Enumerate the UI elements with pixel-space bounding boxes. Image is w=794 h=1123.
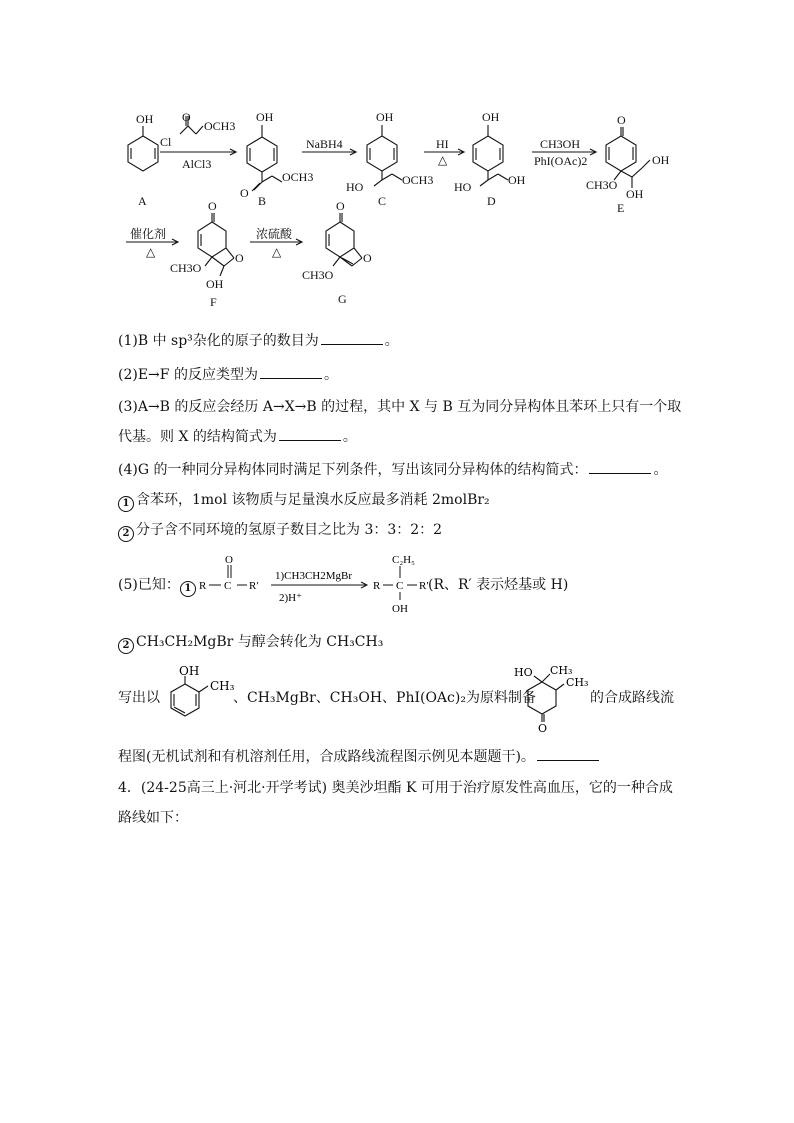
q5-task-suffix: 的合成路线流	[590, 690, 674, 706]
reagent-nabh4: NaBH4	[306, 137, 343, 151]
d-oh2-label: OH	[508, 173, 526, 187]
e-oh-label: OH	[652, 153, 670, 167]
circled-number-1: 1	[118, 496, 134, 512]
question-1	[118, 330, 399, 351]
q4-text: (4)G 的一种同分异构体同时满足下列条件，写出该同分异构体的结构简式：	[118, 462, 588, 478]
acid-workup: 2)H⁺	[279, 592, 302, 604]
compound-label-f: F	[210, 295, 217, 309]
compound-c-structure	[367, 125, 402, 186]
starting-material-structure	[160, 664, 240, 724]
e-oh2-label: OH	[626, 187, 644, 201]
problem-4-line-1: 4．(24-25高三上·河北·开学考试) 奥美沙坦酯 K 可用于治疗原发性高血压，它的一种合成	[118, 780, 673, 796]
compound-g-structure	[326, 213, 362, 266]
synthesis-scheme	[0, 0, 794, 320]
target-molecule-structure	[512, 662, 592, 734]
reagent-h2so4: 浓硫酸	[256, 227, 293, 241]
r-label: R	[199, 580, 207, 592]
d-oh-label: OH	[482, 110, 500, 124]
sm-ch3-label: CH₃	[210, 679, 235, 693]
g-o-label: O	[336, 199, 345, 213]
q5-label	[118, 575, 198, 597]
q3-text: 代基。则 X 的结构简式为	[118, 429, 277, 445]
q4-condition-2	[118, 520, 442, 542]
g-ring-o-label: O	[363, 251, 372, 265]
q1-answer-blank[interactable]	[321, 330, 383, 345]
q3-end: 。	[342, 429, 357, 445]
q5-answer-blank[interactable]	[537, 746, 599, 761]
question-3-line-2	[118, 426, 357, 447]
compound-label-c: C	[378, 194, 387, 208]
compound-label-d: D	[487, 194, 496, 208]
b-o-label: O	[240, 186, 249, 200]
c-label-2: C	[396, 580, 404, 592]
q3-answer-blank[interactable]	[279, 426, 341, 441]
q5-cond2-text: CH₃CH₂MgBr 与醇会转化为 CH₃CH₃	[136, 634, 384, 650]
reagent-hi: HI	[436, 137, 449, 151]
compound-label-a: A	[138, 194, 147, 208]
c-och3-label: OCH3	[402, 173, 434, 187]
q5-task-line-2	[118, 746, 601, 767]
q4-condition-1	[118, 490, 490, 512]
reagent-och3: OCH3	[204, 119, 236, 133]
question-4	[118, 459, 667, 480]
q2-text: (2)E→F 的反应类型为	[118, 367, 258, 383]
a-oh-label: OH	[136, 112, 154, 126]
c-label: C	[224, 580, 232, 592]
compound-label-g: G	[338, 292, 347, 306]
q1-end: 。	[384, 333, 399, 349]
reagent-heat-cd: △	[438, 153, 448, 167]
f-oh-label: OH	[206, 277, 224, 291]
reagent-catalyst: 催化剂	[130, 227, 167, 241]
question-2	[118, 364, 338, 385]
f-ring-o-label: O	[235, 251, 244, 265]
e-o-label: O	[617, 113, 626, 127]
tgt-ch3-label-2: CH₃	[566, 676, 589, 689]
compound-label-b: B	[258, 194, 267, 208]
q4-cond1-text: 含苯环，1mol 该物质与足量溴水反应最多消耗 2molBr₂	[136, 492, 490, 508]
g-ch3o-label: CH3O	[302, 268, 334, 282]
c-oh-label: OH	[376, 110, 394, 124]
reagent-o: O	[182, 110, 191, 124]
reagent-alcl3: AlCl3	[182, 157, 212, 171]
r-prime-label-2: R′	[419, 580, 429, 592]
q2-end: 。	[323, 367, 338, 383]
product-oh-label: OH	[392, 603, 408, 615]
q4-answer-blank[interactable]	[589, 459, 651, 474]
compound-f-structure	[198, 213, 234, 276]
c-ho-label: HO	[346, 180, 364, 194]
circled-number-2b: 2	[118, 638, 134, 654]
b-och3-label: OCH3	[282, 170, 314, 184]
circled-number-2: 2	[118, 526, 134, 542]
ethyl-label: C₂H₅	[392, 554, 415, 566]
circled-number-1b: 1	[180, 581, 196, 597]
compound-a-structure	[128, 126, 158, 171]
compound-label-e: E	[617, 201, 625, 215]
compound-d-structure	[473, 125, 508, 186]
q1-text: (1)B 中 sp³杂化的原子的数目为	[118, 333, 319, 349]
reagent-phioac2: PhI(OAc)2	[534, 154, 588, 168]
q5-task-prefix: 写出以	[118, 690, 160, 706]
reagent-heat-fg: △	[272, 245, 282, 259]
tgt-ch3-label: CH₃	[550, 664, 573, 677]
reagent-heat-ef: △	[146, 245, 156, 259]
grignard-reagent: 1)CH3CH2MgBr	[275, 570, 353, 582]
problem-4-line-2: 路线如下：	[118, 810, 188, 826]
q2-answer-blank[interactable]	[260, 364, 322, 379]
carbonyl-o-label: O	[225, 554, 233, 566]
r-label-2: R	[373, 580, 381, 592]
q5-label-text: (5)已知：	[118, 577, 180, 593]
reagent-ch3oh: CH3OH	[540, 137, 581, 151]
compound-b-structure	[247, 125, 282, 191]
q5-condition-2	[118, 632, 383, 654]
f-o-label: O	[208, 199, 217, 213]
e-ch3o-label: CH3O	[586, 178, 618, 192]
tgt-ho-label: HO	[514, 666, 533, 679]
q4-end: 。	[653, 462, 668, 478]
f-ch3o-label: CH3O	[170, 261, 202, 275]
q5-note: (R、R′ 表示烃基或 H)	[428, 577, 569, 593]
question-3-line-1: (3)A→B 的反应会经历 A→X→B 的过程，其中 X 与 B 互为同分异构体且苯环上只有一个取	[118, 399, 682, 415]
q4-cond2-text: 分子含不同环境的氢原子数目之比为 3：3：2：2	[136, 522, 443, 538]
b-oh-label: OH	[256, 110, 274, 124]
q5-task-middle: 、CH₃MgBr、CH₃OH、PhI(OAc)₂为原料制备	[233, 690, 536, 706]
d-ho-label: HO	[454, 180, 472, 194]
reagent-cl: Cl	[160, 135, 172, 149]
q5-task-line2-text: 程图(无机试剂和有机溶剂任用，合成路线流程图示例见本题题干)。	[118, 749, 535, 765]
sm-oh-label: OH	[179, 664, 200, 678]
r-prime-label: R′	[249, 580, 259, 592]
tgt-o-label: O	[538, 722, 548, 734]
